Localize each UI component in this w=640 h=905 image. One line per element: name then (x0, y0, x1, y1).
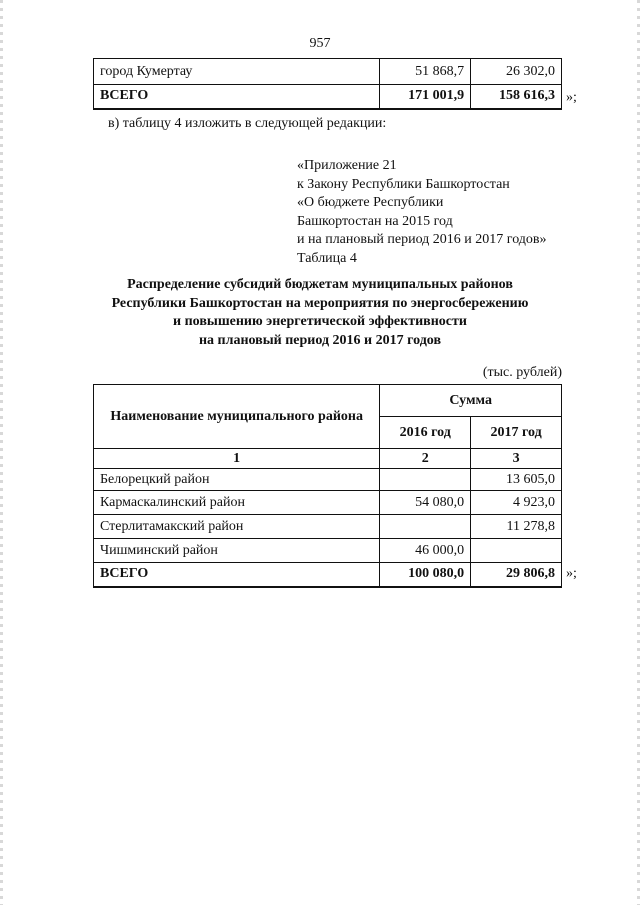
district-name-cell: Кармаскалинский район (94, 491, 380, 515)
table-row (94, 491, 562, 515)
year-2017-header: 2017 год (471, 417, 562, 449)
total-2017-cell: 158 616,3 (471, 85, 562, 109)
value-2017-cell (471, 539, 562, 563)
appendix-line: и на плановый период 2016 и 2017 годов» (297, 232, 547, 247)
heading-line: Распределение субсидий бюджетам муниципальных районов (127, 277, 513, 292)
district-name-cell: Белорецкий район (94, 469, 380, 491)
value-2017-cell: 26 302,0 (471, 59, 562, 85)
total-row (94, 85, 562, 109)
amendment-instruction: в) таблицу 4 изложить в следующей редакции: (108, 116, 387, 131)
appendix-reference (297, 157, 547, 268)
heading-line: Республики Башкортостан на мероприятия по энергосбережению (111, 295, 529, 311)
value-2017-cell: 4 923,0 (471, 491, 562, 515)
value-2016-cell (380, 515, 471, 539)
table-row (94, 59, 562, 85)
heading-line: на плановый период 2016 и 2017 годов (198, 332, 442, 348)
district-name-cell: Стерлитамакский район (94, 515, 380, 539)
previous-table (93, 58, 562, 110)
left-scan-edge (0, 0, 3, 905)
column-number-row (94, 449, 562, 469)
closing-quote-mark: »; (566, 566, 577, 581)
total-label-cell: ВСЕГО (94, 563, 380, 587)
table-row (94, 469, 562, 491)
appendix-line: «О бюджете Республики (297, 195, 444, 210)
subsidy-table (93, 384, 562, 588)
value-2017-cell: 13 605,0 (471, 469, 562, 491)
appendix-line: «Приложение 21 (297, 158, 397, 173)
value-2016-cell (380, 469, 471, 491)
value-2016-cell: 51 868,7 (380, 59, 471, 85)
appendix-line: к Закону Республики Башкортостан (297, 176, 510, 192)
heading-line: и повышению энергетической эффективности (173, 314, 467, 329)
unit-label: (тыс. рублей) (482, 365, 562, 380)
table-row (94, 539, 562, 563)
table-label: Таблица 4 (297, 250, 357, 266)
value-2017-cell: 11 278,8 (471, 515, 562, 539)
column-number: 3 (471, 449, 562, 469)
district-name-cell: Чишминский район (94, 539, 380, 563)
header-row (94, 385, 562, 417)
page-number: 957 (309, 36, 331, 51)
district-column-header: Наименование муниципального района (94, 385, 380, 449)
district-name-cell: город Кумертау (94, 59, 380, 85)
table-row (94, 515, 562, 539)
total-row (94, 563, 562, 587)
year-2016-header: 2016 год (380, 417, 471, 449)
total-label-cell: ВСЕГО (94, 85, 380, 109)
sum-column-header: Сумма (380, 385, 562, 417)
total-2016-cell: 100 080,0 (380, 563, 471, 587)
closing-quote-mark: »; (566, 90, 577, 105)
total-2017-cell: 29 806,8 (471, 563, 562, 587)
value-2016-cell: 46 000,0 (380, 539, 471, 563)
total-2016-cell: 171 001,9 (380, 85, 471, 109)
column-number: 1 (94, 449, 380, 469)
document-heading (0, 276, 640, 350)
value-2016-cell: 54 080,0 (380, 491, 471, 515)
column-number: 2 (380, 449, 471, 469)
appendix-line: Башкортостан на 2015 год (297, 213, 453, 229)
